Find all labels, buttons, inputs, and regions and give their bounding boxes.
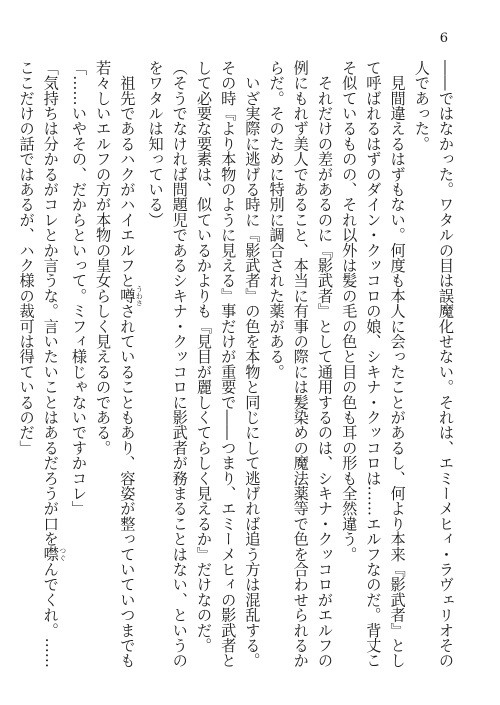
paragraph-4: いざ実際に逃げる時に『影武者』の色を本物と同じにして逃げれば追う方は混乱する。その時『より本物のように見える』事だけが重要で――つまり、エミーメヒィの影武者として必要な要素は、似ているかよりも『見目が麗しくてらしく見えるか』だけなのだ。 — [194, 60, 262, 668]
paragraph-7: 「……いやその、だからといって。ミフィ様じゃないですかコレ」 — [69, 60, 88, 516]
novel-text-block — [17, 60, 458, 680]
ruby-tsugu-reading: つぐ — [58, 546, 67, 562]
ruby-tsugu: 噤 つぐ — [41, 546, 67, 562]
page-number: 6 — [439, 31, 448, 46]
paragraph-1: ――ではなかった。ワタルの目は誤魔化せない。それは、エミーメヒィ・ラヴェリオその人であった。 — [412, 60, 455, 668]
paragraph-8: 「気持ちは分かるがコレとか言うな。言いたいことはあるだろうが口を噤 つぐんでくれ。……ここだけの話ではあるが、ハク様の裁可は得ているのだ」 — [17, 60, 67, 668]
paragraph-6: 祖先であるハクがハイエルフと噂 うわさされていることもあり、容姿が整っていていつまでも若々しいエルフの方が本物の皇女らしく見えるのである。 — [94, 60, 144, 669]
ruby-uwasa-reading: うわさ — [135, 285, 144, 307]
paragraph-5: （そうでなければ問題児であるシキナ・クッコロに影武者が務まることはない、というのをワタルは知っている） — [146, 60, 189, 668]
ruby-uwasa: 噂 うわさ — [118, 285, 144, 307]
paragraph-3: それだけの差があるのに『影武者』として通用するのは、シキナ・クッコロがエルフの例にもれず美人であること、本当に有事の際には髪染めの魔法薬等で色を合わせられるからだ。そのために特別に調合された薬がある。 — [267, 60, 334, 668]
paragraph-2: 見間違えるはずもない。何度も本人に会ったことがあるし、何より本来『影武者』として呼ばれるはずのダイン・クッコロの娘、シキナ・クッコロは……エルフなのだ。背丈こそ似ているものの、それ以外は髪の毛の色と目の色も耳の形も全然違う。 — [340, 60, 407, 668]
